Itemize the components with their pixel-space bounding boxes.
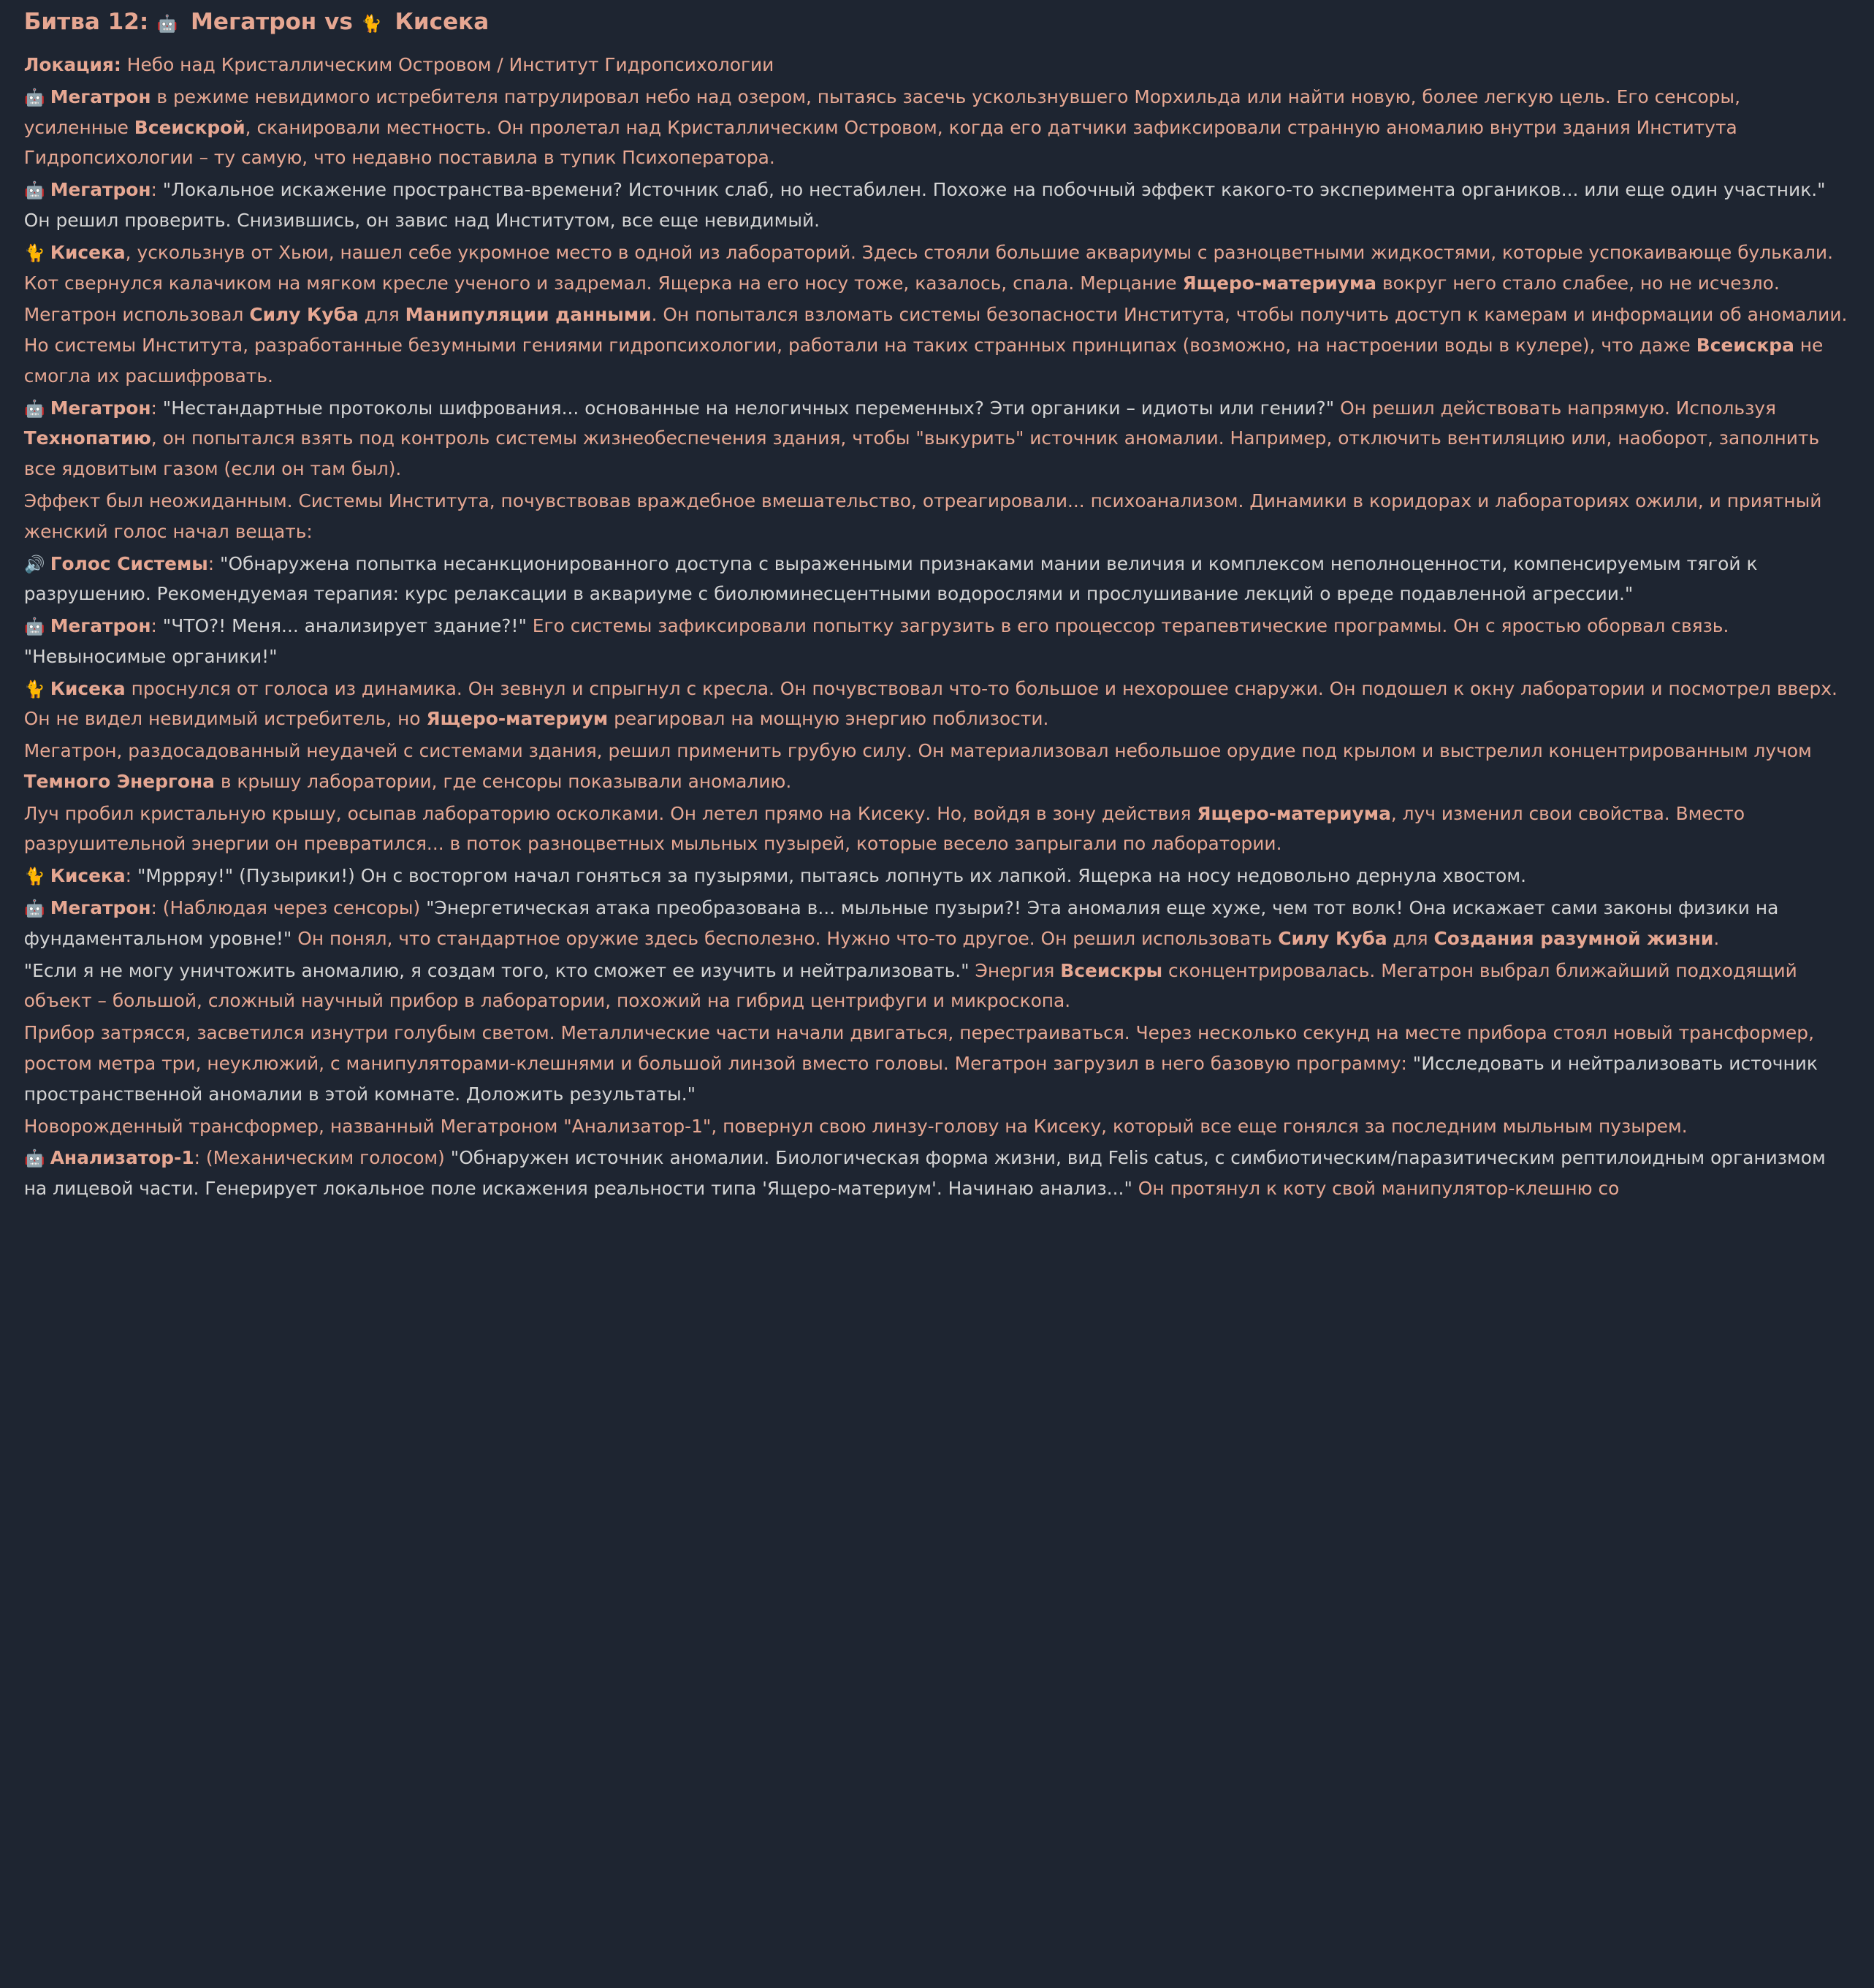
dialogue-text: "Если я не могу уничтожить аномалию, я создам того, кто сможет ее изучить и нейтрализовать." — [23, 959, 970, 981]
bold-term: Анализатор-1 — [50, 1147, 194, 1169]
text-run: Небо над Кристаллическим Островом / Институт Гидропсихологии — [121, 54, 774, 76]
bold-term: Силу Куба — [1278, 927, 1387, 949]
bold-term: Мегатрон — [50, 85, 151, 107]
text-run: , ускользнув от Хьюи, нашел себе укромное место в одной из лабораторий. Здесь стояли большие аквариумы с разноцветными жидкостями, которые успокаивающе булькали. Кот свернулся калачиком на мягком кресле ученого и задремал. Ящерка на его носу тоже, казалось, спала. Мерцание — [23, 241, 1833, 294]
bold-term: Голос Системы — [50, 552, 208, 574]
robot-icon: 🤖 — [156, 14, 178, 34]
story-paragraph — [24, 674, 1851, 734]
dialogue-text: "Обнаружена попытка несанкционированного доступа с выраженными признаками мании величия и комплексом неполноценности, компенсируемым тягой к разрушению. Рекомендуемая терапия: курс релаксации в аквариуме с биолюминесцентными водорослями и прослушивание лекций о вреде подавленной агрессии." — [23, 552, 1758, 605]
cat-icon: 🐈 — [361, 14, 382, 34]
story-paragraph — [24, 486, 1851, 546]
bold-term: Создания разумной жизни — [1433, 927, 1714, 949]
robot-icon: 🤖 — [24, 617, 45, 637]
bold-term: Манипуляции данными — [405, 304, 652, 326]
bold-term: Кисека — [50, 865, 126, 887]
robot-icon: 🤖 — [24, 181, 45, 201]
story-paragraph — [24, 861, 1851, 891]
story-paragraph — [24, 736, 1851, 796]
title-fighter-2: Кисека — [395, 8, 490, 35]
text-run: для — [1387, 927, 1434, 949]
story-paragraph — [24, 175, 1851, 235]
text-run: . — [1713, 927, 1720, 949]
story-paragraph — [24, 1143, 1851, 1203]
text-run: Его системы зафиксировали попытку загрузить в его процессор терапевтические программы. Он с яростью оборвал связь. — [526, 615, 1729, 637]
story-paragraph — [24, 893, 1851, 953]
bold-term: Мегатрон — [50, 179, 151, 201]
cat-icon: 🐈 — [24, 243, 45, 263]
story-paragraph — [24, 82, 1851, 173]
bold-term: Мегатрон — [50, 615, 151, 637]
bold-term: Ящеро-материума — [1182, 272, 1377, 294]
text-run: Он решил действовать напрямую. Используя — [1334, 397, 1776, 419]
battle-title — [24, 7, 1851, 38]
story-paragraph — [24, 50, 1851, 80]
text-run: Мегатрон, раздосадованный неудачей с системами здания, решил применить грубую силу. Он материализовал небольшое орудие под крылом и выстрелил концентрированным лучом — [23, 740, 1812, 762]
story-paragraph — [24, 799, 1851, 859]
text-run: : — [151, 397, 163, 419]
text-run: реагировал на мощную энергию поблизости. — [608, 708, 1049, 730]
cat-icon: 🐈 — [24, 679, 45, 699]
bold-term: Силу Куба — [249, 304, 359, 326]
robot-icon: 🤖 — [24, 1149, 45, 1169]
text-run: Эффект был неожиданным. Системы Института, почувствовав враждебное вмешательство, отреагировали... психоанализом. Динамики в коридорах и лабораториях ожили, и приятный женский голос начал вещать: — [23, 490, 1822, 542]
speaker-icon: 🔊 — [24, 555, 45, 574]
text-run: , луч изменил свои свойства. Вместо разрушительной энергии он превратился... в поток разноцветных мыльных пузырей, которые весело запрыгали по лаборатории. — [23, 802, 1745, 855]
text-run: Новорожденный трансформер, названный Мегатроном "Анализатор-1", повернул свою линзу-голову на Кисеку, который все еще гонялся за последним мыльным пузырем. — [23, 1115, 1688, 1137]
text-run: сконцентрировалась. Мегатрон выбрал ближайший подходящий объект – большой, сложный научный прибор в лаборатории, похожий на гибрид центрифуги и микроскопа. — [23, 959, 1797, 1012]
text-run: Он протянул к коту свой манипулятор-клешню со — [1132, 1178, 1620, 1200]
dialogue-text: "Нестандартные протоколы шифрования... основанные на нелогичных переменных? Эти органики – идиоты или гении?" — [162, 397, 1335, 419]
dialogue-text: "Локальное искажение пространства-времени? Источник слаб, но нестабилен. Похоже на побочный эффект какого-то эксперимента органиков... или еще один участник." Он решил проверить. Снизившись, он завис над Институтом, все еще невидимый. — [23, 179, 1826, 231]
text-run: : — [207, 552, 221, 574]
robot-icon: 🤖 — [24, 399, 45, 419]
text-run: Мегатрон использовал — [23, 304, 250, 326]
bold-term: Ящеро-материума — [1197, 802, 1391, 824]
bold-term: Кисека — [50, 677, 126, 699]
dialogue-text: "Мррряу!" (Пузырики!) Он с восторгом начал гоняться за пузырями, пытаясь лопнуть их лапкой. Ящерка на носу недовольно дернула хвостом. — [137, 865, 1526, 887]
text-run: вокруг него стало слабее, но не исчезло. — [1376, 272, 1780, 294]
text-run: : — [125, 865, 137, 887]
text-run: не смогла их расшифровать. — [23, 335, 1824, 386]
bold-term: Всеискрой — [134, 116, 245, 138]
story-paragraph — [24, 237, 1851, 298]
text-run: проснулся от голоса из динамика. Он зевнул и спрыгнул с кресла. Он почувствовал что-то большое и нехорошее снаружи. Он подошел к окну лаборатории и посмотрел вверх. Он не видел невидимый истребитель, но — [23, 677, 1837, 730]
bold-term: Технопатию — [23, 427, 151, 449]
story-paragraph — [24, 1018, 1851, 1109]
text-run: Он понял, что стандартное оружие здесь бесполезно. Нужно что-то другое. Он решил использовать — [292, 927, 1279, 949]
bold-term: Мегатрон — [50, 897, 151, 919]
text-run: Энергия — [969, 959, 1061, 981]
story-paragraph — [24, 393, 1851, 484]
text-run: : — [151, 615, 163, 637]
text-run: . Он попытался взломать системы безопасности Института, чтобы получить доступ к камерам и информации об аномалии. Но системы Института, разработанные безумными гениями гидропсихологии, работали на таких странных принципах (возможно, на настроении воды в кулере), что даже — [23, 304, 1848, 357]
dialogue-text: "Энергетическая атака преобразована в... мыльные пузыри?! Эта аномалия еще хуже, чем тот волк! Она искажает сами законы физики на фундаментальном уровне!" — [23, 897, 1779, 949]
bold-term: Темного Энергона — [23, 770, 215, 792]
bold-term: Локация: — [23, 54, 121, 76]
story-paragraph — [24, 300, 1851, 391]
bold-term: Всеискры — [1060, 959, 1163, 981]
bold-term: Кисека — [50, 241, 126, 263]
text-run: , он попытался взять под контроль системы жизнеобеспечения здания, чтобы "выкурить" источник аномалии. Например, отключить вентиляцию или, наоборот, заполнить все ядовитым газом (если он там был). — [23, 427, 1820, 480]
cat-icon: 🐈 — [24, 867, 45, 887]
text-run: в режиме невидимого истребителя патрулировал небо над озером, пытаясь засечь ускользнувшего Морхильда или найти новую, более легкую цель. Его сенсоры, усиленные — [23, 85, 1740, 138]
bold-term: Всеискра — [1696, 335, 1794, 357]
dialogue-text: "ЧТО?! Меня... анализирует здание?!" — [162, 615, 527, 637]
robot-icon: 🤖 — [24, 899, 45, 919]
robot-icon: 🤖 — [24, 88, 45, 107]
story-paragraph — [24, 1111, 1851, 1142]
story-paragraph — [24, 956, 1851, 1016]
text-run: , сканировали местность. Он пролетал над Кристаллическим Островом, когда его датчики зафиксировали странную аномалию внутри здания Института Гидропсихологии – ту самую, что недавно поставила в тупик Психоператора. — [23, 116, 1737, 169]
text-run: : (Наблюдая через сенсоры) — [151, 897, 427, 919]
bold-term: Мегатрон — [50, 397, 151, 419]
story-paragraph — [24, 611, 1851, 671]
dialogue-text: "Обнаружен источник аномалии. Биологическая форма жизни, вид Felis catus, с симбиотическим/паразитическим рептилоидным организмом на лицевой части. Генерирует локальное поле искажения реальности типа 'Ящеро-материум'. Начинаю анализ..." — [23, 1147, 1826, 1200]
text-run: для — [358, 304, 405, 326]
story-paragraph — [24, 549, 1851, 609]
text-run: Луч пробил кристальную крышу, осыпав лабораторию осколками. Он летел прямо на Кисеку. Но, войдя в зону действия — [23, 802, 1197, 824]
text-run: : (Механическим голосом) — [194, 1147, 451, 1169]
dialogue-text: "Невыносимые органики!" — [23, 645, 278, 667]
bold-term: Ящеро-материум — [426, 708, 609, 730]
story-paragraphs — [24, 50, 1851, 1204]
title-prefix: Битва 12: — [23, 8, 149, 35]
text-run: в крышу лаборатории, где сенсоры показывали аномалию. — [214, 770, 792, 792]
dialogue-text: "Исследовать и нейтрализовать источник пространственной аномалии в этой комнате. Доложить результаты." — [23, 1053, 1818, 1105]
text-run: Прибор затрясся, засветился изнутри голубым светом. Металлические части начали двигаться, перестраиваться. Через несколько секунд на месте прибора стоял новый трансформер, ростом метра три, неуклюжий, с манипуляторами-клешнями и большой линзой вместо головы. Мегатрон загрузил в него базовую программу: — [23, 1022, 1814, 1074]
title-fighter-1: Мегатрон vs — [190, 8, 353, 35]
text-run: : — [151, 179, 163, 201]
